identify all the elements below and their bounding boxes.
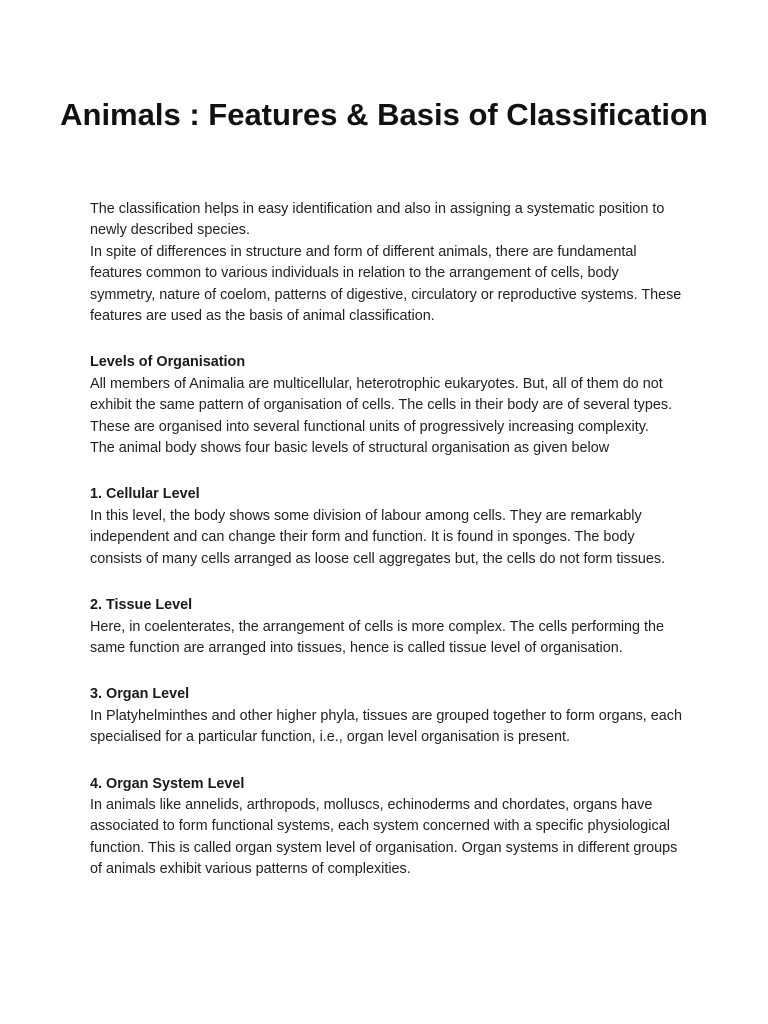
section-tissue-level [90, 595, 686, 659]
section-paragraph: Here, in coelenterates, the arrangement of cells is more complex. The cells performing the same function are arranged into tissues, hence is called tissue level of organisation. [90, 618, 665, 656]
section-heading: 2. Tissue Level [90, 597, 193, 614]
section-heading: Levels of Organisation [90, 354, 246, 371]
page-title: Animals : Features & Basis of Classification [60, 97, 708, 132]
intro-block [90, 199, 686, 327]
intro-paragraph: In spite of differences in structure and form of different animals, there are fundamental features common to various individuals in relation to the arrangement of cells, body symmetry, nature of coelom, patterns of digestive, circulatory or reproductive systems. These features are used as the basis of animal classification. [90, 243, 682, 325]
section-paragraph: In animals like annelids, arthropods, molluscs, echinoderms and chordates, organs have associated to form functional systems, each system concerned with a specific physiological function. This is called organ system level of organisation. Organ systems in different groups of animals exhibit various patterns of complexities. [90, 796, 678, 878]
section-heading: 4. Organ System Level [90, 775, 245, 792]
section-paragraph: The animal body shows four basic levels of structural organisation as given below [90, 440, 610, 457]
section-paragraph: All members of Animalia are multicellular, heterotrophic eukaryotes. But, all of them do not exhibit the same pattern of organisation of cells. The cells in their body are of several types. These are organised into several functional units of progressively increasing complexity. [90, 375, 673, 435]
section-organ-level [90, 684, 686, 748]
section-heading: 3. Organ Level [90, 686, 190, 703]
section-heading: 1. Cellular Level [90, 486, 200, 503]
intro-paragraph: The classification helps in easy identification and also in assigning a systematic position to newly described species. [90, 201, 665, 239]
section-paragraph: In Platyhelminthes and other higher phyla, tissues are grouped together to form organs, each specialised for a particular function, i.e., organ level organisation is present. [90, 707, 682, 746]
document-body [90, 199, 686, 881]
section-cellular-level [90, 484, 686, 570]
section-paragraph: In this level, the body shows some division of labour among cells. They are remarkably independent and can change their form and function. It is found in sponges. The body consists of many cells arranged as loose cell aggregates but, the cells do not form tissues. [90, 507, 666, 567]
section-levels-of-organisation [90, 352, 686, 459]
section-organ-system-level [90, 774, 686, 881]
